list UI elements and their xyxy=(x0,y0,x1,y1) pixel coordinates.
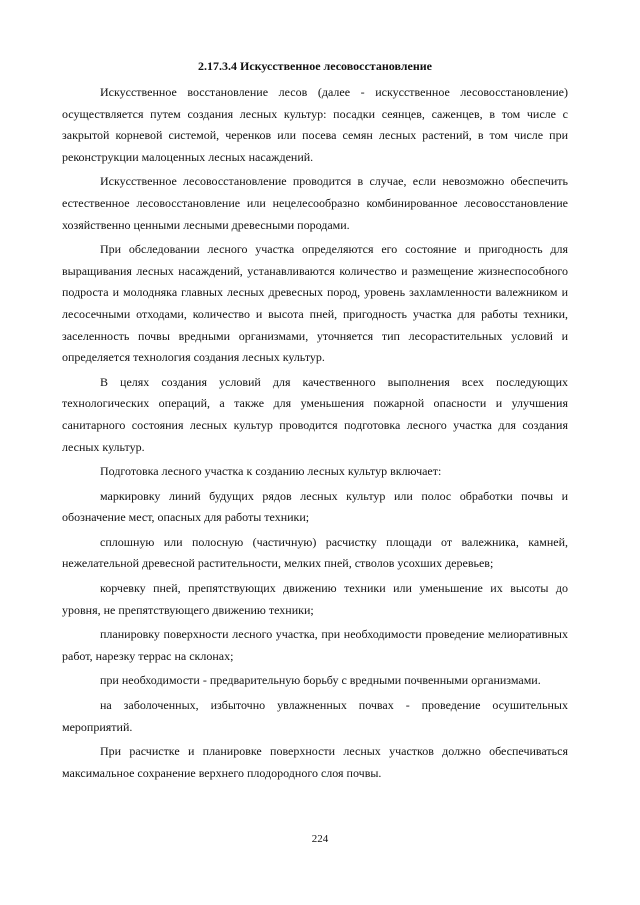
list-item-marking: маркировку линий будущих рядов лесных культур или полос обработки почвы и обозначение мест, опасных для работы техники; xyxy=(62,488,568,525)
page-content xyxy=(62,58,568,787)
paragraph-1: Искусственное восстановление лесов (далее - искусственное лесовосстановление) осуществляется путем создания лесных культур: посадки сеянцев, саженцев, в том числе с закрытой корневой системой, черенков или посева семян лесных растений, в том числе при реконструкции малоценных лесных насаждений. xyxy=(62,85,568,164)
list-item-drainage: на заболоченных, избыточно увлажненных почвах - проведение осушительных мероприятий. xyxy=(62,698,568,734)
page-number: 224 xyxy=(311,833,329,845)
list-item-pest-control: при необходимости - предварительную борьбу с вредными почвенными организмами. xyxy=(100,673,541,688)
section-heading: 2.17.3.4 Искусственное лесовосстановление xyxy=(197,59,433,73)
list-item-stumping: корчевку пней, препятствующих движению техники или уменьшение их высоты до уровня, не препятствующего движению техники; xyxy=(62,581,568,617)
paragraph-5: Подготовка лесного участка к созданию лесных культур включает: xyxy=(100,464,442,479)
list-item-clearing: сплошную или полосную (частичную) расчистку площади от валежника, камней, нежелательной древесной растительности, мелких пней, стволов усохших деревьев; xyxy=(62,534,568,571)
paragraph-4: В целях создания условий для качественного выполнения всех последующих технологических операций, а также для уменьшения пожарной опасности и улучшения санитарного состояния лесных культур проводится подготовка лесного участка для создания лесных культур. xyxy=(62,374,568,454)
list-item-levelling: планировку поверхности лесного участка, при необходимости проведение мелиоративных работ, нарезку террас на склонах; xyxy=(62,627,568,663)
paragraph-2: Искусственное лесовосстановление проводится в случае, если невозможно обеспечить естественное лесовосстановление или нецелесообразно комбинированное лесовосстановление хозяйственно ценными лесными древесными породами. xyxy=(62,174,568,232)
paragraph-3: При обследовании лесного участка определяются его состояние и пригодность для выращивания лесных насаждений, устанавливаются количество и размещение жизнеспособного подроста и молодняка главных лесных древесных пород, уровень захламленности валежником и лесосечными отходами, количество и высота пней, пригодность участка для работы техники, заселенность почвы вредными организмами, уточняется тип лесорастительных условий и определяется технология создания лесных культур. xyxy=(62,242,568,365)
paragraph-final: При расчистке и планировке поверхности лесных участков должно обеспечиваться максимальное сохранение верхнего плодородного слоя почвы. xyxy=(62,744,568,780)
